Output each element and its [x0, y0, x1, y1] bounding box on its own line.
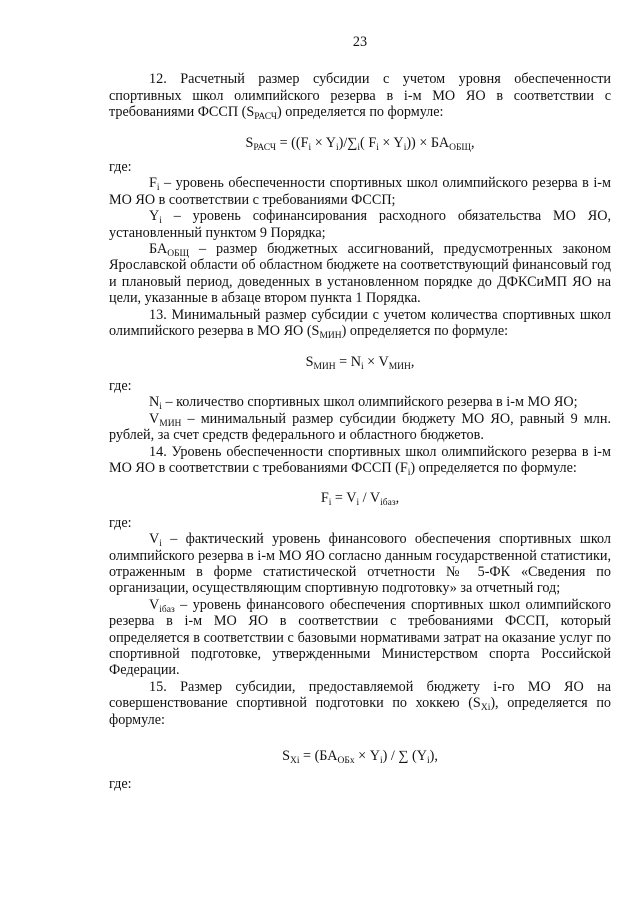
- definition-y-i: $Y_i$ – уровень софинансирования расходного обязательства МО ЯО, установленный пунктом 9 Порядка;: [109, 208, 611, 241]
- paragraph-14: 14. Уровень обеспеченности спортивных школ олимпийского резерва в i-м МО ЯО в соответствии с требованиями ФССП $(F_i)$ определяется по формуле:: [109, 443, 611, 478]
- page-number: 23: [352, 34, 368, 50]
- where-label: где:: [109, 377, 132, 394]
- document-page: [109, 34, 611, 793]
- formula-s-rasch: $S_{РАСЧ} = ((F_i \times Y_i)/\sum_i$( $F_i \times Y_i)) \times БА_{ОБЩ}$,: [245, 134, 475, 153]
- formula-s-xi: $S_{Xi} = (БА_{ОБх} \times Y_i)$ / ∑ $(Y_i)$,: [282, 748, 438, 767]
- paragraph-12: 12. Расчетный размер субсидии с учетом уровня обеспеченности спортивных школ олимпийского резерва в i-м МО ЯО в соответствии с требованиями ФССП $(S_{РАСЧ})$ определяется по формуле:: [109, 71, 611, 123]
- definition-ba-obsh: $БА_{ОБЩ}$ – размер бюджетных ассигнований, предусмотренных законом Ярославской области об областном бюджете на соответствующий финансовый год и плановый период, доведенных в установленном порядке до ДФКСиМП ЯО на цели, указанные в абзаце втором пункта 1 Порядка.: [109, 241, 611, 307]
- definition-v-ibaz: $V_{iбаз}$ – уровень финансового обеспечения спортивных школ олимпийского резерва в i-м МО ЯО в соответствии с требованиями ФССП, который определяется в соответствии с базовыми нормативами затрат на оказание услуг по спортивной подготовке, утвержденными Министерством спорта Российской Федерации.: [109, 596, 611, 679]
- definition-v-min: $V_{МИН}$ – минимальный размер субсидии бюджету МО ЯО, равный 9 млн. рублей, за счет средств федерального и областного бюджетов.: [109, 410, 611, 444]
- formula-s-min: $S_{МИН} = N_i \times V_{МИН}$,: [305, 353, 415, 372]
- definition-f-i: $F_i$ – уровень обеспеченности спортивных школ олимпийского резерва в i-м МО ЯО в соответствии с требованиями ФССП;: [109, 175, 611, 208]
- paragraph-13: 13. Минимальный размер субсидии с учетом количества спортивных школ олимпийского резерва в МО ЯО $(S_{МИН})$ определяется по формуле:: [109, 306, 611, 342]
- where-label: где:: [109, 776, 132, 793]
- where-label: где:: [109, 514, 132, 531]
- paragraph-15: 15. Размер субсидии, предоставляемой бюджету i-го МО ЯО на совершенствование спортивной подготовки по хоккею $(S_{Xi})$, определяется по формуле:: [109, 678, 612, 728]
- where-label: где:: [109, 159, 132, 176]
- definition-n-i: $N_i$ – количество спортивных школ олимпийского резерва в i-м МО ЯО;: [149, 394, 578, 413]
- definition-v-i: $V_i$ – фактический уровень финансового обеспечения спортивных школ олимпийского резерва в i-м МО ЯО согласно данным государственной статистики, отраженным в форме статистической отчетности № 5-ФК «Сведения по организации, осуществляющим спортивную подготовку» за отчетный год;: [109, 531, 611, 597]
- formula-f-i: $F_i = V_i / V_{iбаз}$,: [320, 490, 400, 509]
